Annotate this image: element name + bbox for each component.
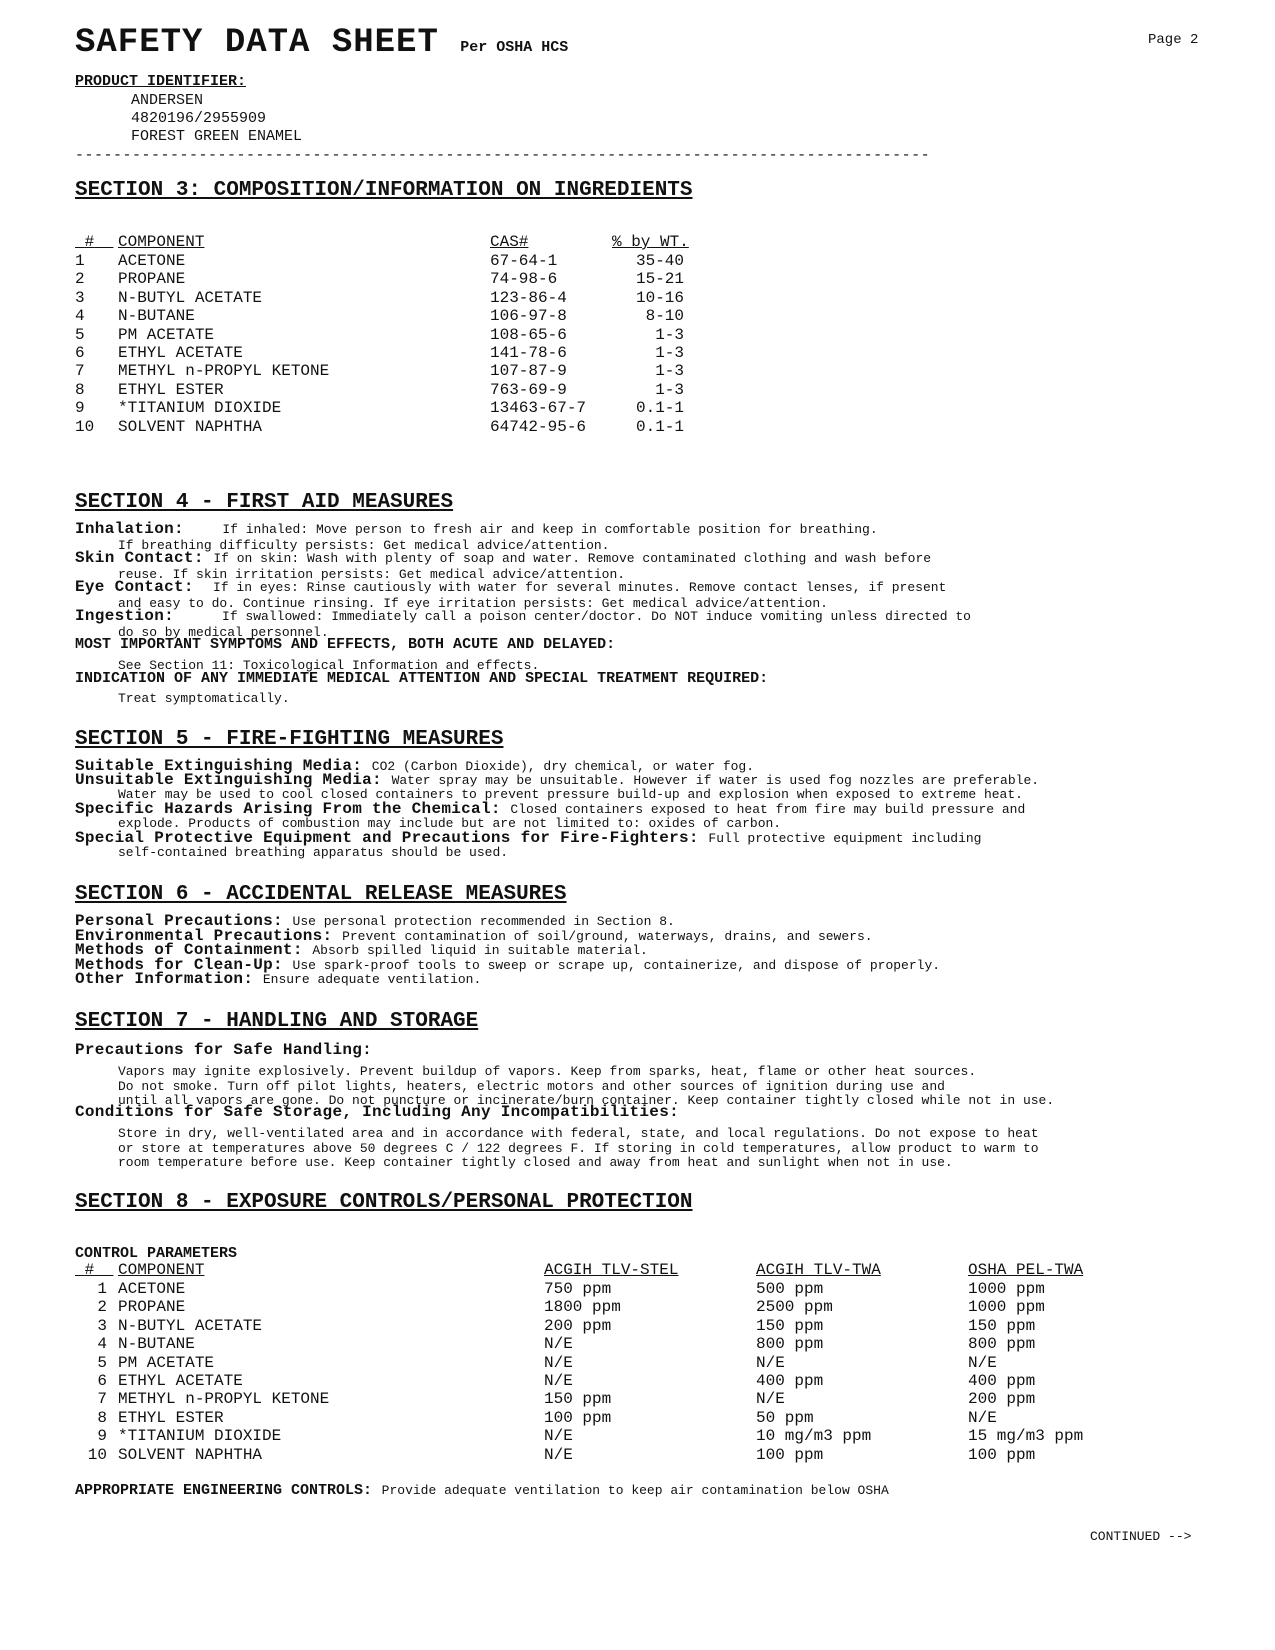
exposure-row-stel: 750 ppm	[544, 1280, 612, 1298]
exposure-row-twa: N/E	[756, 1353, 785, 1372]
symptoms-label: MOST IMPORTANT SYMPTOMS AND EFFECTS, BOTH ACUTE AND DELAYED:	[75, 636, 616, 653]
composition-row-weight: 10-16	[635, 288, 684, 307]
exposure-row-stel: 1800 ppm	[544, 1298, 621, 1317]
skin-label: Skin Contact:	[75, 549, 204, 567]
exposure-row-twa: 500 ppm	[756, 1280, 824, 1298]
eye-text-2: and easy to do. Continue rinsing. If eye irritation persists: Get medical advice/attention.	[118, 596, 828, 611]
header-divider: ------------------------------------------------------------------------------------------	[75, 147, 931, 164]
safe-storage-text-3: room temperature before use. Keep container tightly closed and away from heat and sunlight when not in use.	[118, 1155, 953, 1170]
safe-handling-text-1: Vapors may ignite explosively. Prevent buildup of vapors. Keep from sparks, heat, flame or other heat sources.	[118, 1064, 977, 1079]
exposure-row-component: SOLVENT NAPHTHA	[118, 1445, 263, 1464]
exposure-row-component: N-BUTANE	[118, 1335, 195, 1354]
composition-row-cas: 108-65-6	[490, 325, 567, 344]
exposure-row-component: ETHYL ESTER	[118, 1408, 224, 1427]
containment-text: Absorb spilled liquid in suitable material.	[312, 943, 648, 958]
composition-row-cas: 74-98-6	[490, 270, 558, 289]
composition-row-number: 4	[75, 307, 85, 326]
exposure-row-component: N-BUTYL ACETATE	[118, 1316, 263, 1335]
protective-equipment-text-1: Full protective equipment including	[708, 831, 982, 846]
col-header-num: #	[84, 233, 95, 251]
exposure-row-number: 5	[97, 1353, 107, 1372]
specific-hazards-label: Specific Hazards Arising From the Chemical:	[75, 800, 501, 818]
exposure-row-twa: N/E	[756, 1390, 785, 1409]
suitable-media-label: Suitable Extinguishing Media:	[75, 757, 363, 775]
composition-row-number: 3	[75, 288, 85, 307]
section-5-title: SECTION 5 - FIRE-FIGHTING MEASURES	[75, 728, 504, 751]
composition-row-weight: 1-3	[655, 325, 684, 344]
protective-equipment-label: Special Protective Equipment and Precautions for Fire-Fighters:	[75, 829, 699, 847]
exp-col-header-component: COMPONENT	[118, 1261, 205, 1279]
ingestion-entry	[75, 607, 971, 625]
exposure-row-component: PROPANE	[118, 1298, 186, 1317]
eye-entry	[75, 578, 946, 596]
exposure-row-twa: 50 ppm	[756, 1408, 814, 1427]
safe-handling-text-3: until all vapors are gone. Do not puncture or incinerate/burn container. Keep container tightly closed while not in use.	[118, 1093, 1055, 1108]
section-6-title: SECTION 6 - ACCIDENTAL RELEASE MEASURES	[75, 883, 567, 906]
composition-row-weight: 8-10	[645, 307, 684, 326]
section-8-title: SECTION 8 - EXPOSURE CONTROLS/PERSONAL PROTECTION	[75, 1191, 693, 1214]
page-number: Page 2	[1148, 32, 1199, 48]
skin-entry	[75, 549, 931, 567]
composition-row-component: METHYL n-PROPYL KETONE	[118, 362, 330, 381]
composition-row-component: *TITANIUM DIOXIDE	[118, 399, 282, 418]
section-4-title: SECTION 4 - FIRST AID MEASURES	[75, 491, 454, 514]
product-line-brand: ANDERSEN	[131, 92, 204, 109]
composition-row-component: ACETONE	[118, 252, 186, 270]
eye-text-1: If in eyes: Rinse cautiously with water for several minutes. Remove contact lenses, if present	[213, 580, 947, 595]
environmental-precautions-text: Prevent contamination of soil/ground, waterways, drains, and sewers.	[342, 929, 873, 944]
specific-hazards-text-1: Closed containers exposed to heat from fire may build pressure and	[510, 802, 1026, 817]
exposure-row-number: 2	[97, 1298, 107, 1317]
composition-row-cas: 13463-67-7	[490, 399, 587, 418]
other-information-entry	[75, 970, 481, 988]
exposure-row-number: 3	[97, 1316, 107, 1335]
exposure-row-number: 1	[97, 1280, 107, 1298]
composition-row-component: PROPANE	[118, 270, 186, 289]
exposure-row-number: 4	[97, 1335, 107, 1354]
cleanup-text: Use spark-proof tools to sweep or scrape up, containerize, and dispose of properly.	[292, 958, 941, 973]
product-line-code: 4820196/2955909	[131, 110, 267, 127]
exp-col-header-stel: ACGIH TLV-STEL	[544, 1261, 679, 1279]
environmental-precautions-label: Environmental Precautions:	[75, 927, 333, 945]
composition-row-number: 8	[75, 380, 85, 399]
composition-row-weight: 1-3	[655, 344, 684, 362]
inhalation-label: Inhalation:	[75, 520, 184, 538]
other-information-label: Other Information:	[75, 970, 254, 988]
composition-row-component: N-BUTYL ACETATE	[118, 288, 263, 307]
exposure-row-pel: 200 ppm	[968, 1390, 1036, 1409]
exposure-row-component: ETHYL ACETATE	[118, 1372, 243, 1390]
indication-label: INDICATION OF ANY IMMEDIATE MEDICAL ATTENTION AND SPECIAL TREATMENT REQUIRED:	[75, 670, 769, 687]
title-text: SAFETY DATA SHEET	[75, 24, 439, 62]
composition-row-number: 5	[75, 325, 85, 344]
exposure-row-component: METHYL n-PROPYL KETONE	[118, 1390, 330, 1409]
exposure-row-stel: 100 ppm	[544, 1408, 612, 1427]
safe-storage-label: Conditions for Safe Storage, Including Any Incompatibilities:	[75, 1103, 679, 1121]
exposure-row-number: 10	[87, 1445, 107, 1464]
document-title	[75, 24, 568, 62]
exposure-row-stel: N/E	[544, 1353, 573, 1372]
section-7-title: SECTION 7 - HANDLING AND STORAGE	[75, 1010, 479, 1033]
exposure-row-pel: 15 mg/m3 ppm	[968, 1427, 1084, 1446]
engineering-controls-entry	[75, 1481, 889, 1499]
composition-row-weight: 1-3	[655, 380, 684, 399]
exposure-row-number: 8	[97, 1408, 107, 1427]
exposure-row-twa: 150 ppm	[756, 1316, 824, 1335]
col-header-component: COMPONENT	[118, 233, 205, 251]
composition-row-component: ETHYL ESTER	[118, 380, 224, 399]
composition-row-weight: 1-3	[655, 362, 684, 381]
composition-row-weight: 0.1-1	[635, 417, 684, 436]
ingestion-text-1: If swallowed: Immediately call a poison center/doctor. Do NOT induce vomiting unless directed to	[222, 609, 971, 624]
exposure-row-pel: 1000 ppm	[968, 1280, 1045, 1298]
inhalation-text-1: If inhaled: Move person to fresh air and keep in comfortable position for breathing.	[222, 522, 878, 537]
composition-row-number: 6	[75, 344, 85, 362]
composition-row-cas: 123-86-4	[490, 288, 567, 307]
exposure-row-pel: N/E	[968, 1353, 997, 1372]
exposure-row-component: PM ACETATE	[118, 1353, 215, 1372]
exposure-row-pel: 1000 ppm	[968, 1298, 1045, 1317]
exposure-row-stel: N/E	[544, 1335, 573, 1354]
exposure-row-stel: N/E	[544, 1427, 573, 1446]
exposure-row-stel: N/E	[544, 1372, 573, 1390]
unsuitable-media-text-1: Water spray may be unsuitable. However if water is used fog nozzles are preferable.	[391, 773, 1040, 788]
exp-col-header-num: #	[84, 1261, 95, 1279]
col-header-wt: % by WT.	[612, 233, 689, 251]
exposure-row-component: ACETONE	[118, 1280, 186, 1298]
skin-text-1: If on skin: Wash with plenty of soap and water. Remove contaminated clothing and wash before	[213, 551, 932, 566]
composition-row-number: 7	[75, 362, 85, 381]
engineering-controls-text: Provide adequate ventilation to keep air contamination below OSHA	[381, 1483, 889, 1498]
continued-marker: CONTINUED -->	[1090, 1529, 1192, 1544]
exposure-row-pel: N/E	[968, 1408, 997, 1427]
composition-row-cas: 64742-95-6	[490, 417, 587, 436]
title-suffix: Per OSHA HCS	[460, 39, 569, 56]
exp-col-header-pel: OSHA PEL-TWA	[968, 1261, 1084, 1279]
section-3-title: SECTION 3: COMPOSITION/INFORMATION ON INGREDIENTS	[75, 179, 693, 202]
other-information-text: Ensure adequate ventilation.	[262, 972, 482, 987]
composition-row-number: 2	[75, 270, 85, 289]
exposure-row-pel: 800 ppm	[968, 1335, 1036, 1354]
composition-row-weight: 0.1-1	[635, 399, 684, 418]
exposure-row-pel: 100 ppm	[968, 1445, 1036, 1464]
inhalation-entry	[75, 520, 878, 538]
eye-label: Eye Contact:	[75, 578, 194, 596]
exposure-row-stel: 200 ppm	[544, 1316, 612, 1335]
suitable-media-text: CO2 (Carbon Dioxide), dry chemical, or water fog.	[371, 759, 755, 774]
composition-row-number: 9	[75, 399, 85, 418]
exp-col-header-twa: ACGIH TLV-TWA	[756, 1261, 881, 1279]
composition-row-weight: 35-40	[635, 252, 684, 270]
specific-hazards-text-2: explode. Products of combustion may include but are not limited to: oxides of carbon.	[118, 816, 782, 831]
safe-handling-text-2: Do not smoke. Turn off pilot lights, heaters, electric motors and other sources of ignition during use and	[118, 1079, 945, 1094]
ingestion-label: Ingestion:	[75, 607, 175, 625]
exposure-row-component: *TITANIUM DIOXIDE	[118, 1427, 282, 1446]
composition-row-cas: 67-64-1	[490, 252, 558, 270]
unsuitable-media-label: Unsuitable Extinguishing Media:	[75, 771, 382, 789]
composition-row-cas: 141-78-6	[490, 344, 567, 362]
ingestion-text-2: do so by medical personnel.	[118, 625, 329, 640]
composition-row-number: 1	[75, 252, 85, 270]
composition-row-weight: 15-21	[635, 270, 684, 289]
inhalation-text-2: If breathing difficulty persists: Get medical advice/attention.	[118, 538, 610, 553]
product-line-name: FOREST GREEN ENAMEL	[131, 128, 303, 145]
skin-text-2: reuse. If skin irritation persists: Get medical advice/attention.	[118, 567, 626, 582]
symptoms-text: See Section 11: Toxicological Information and effects.	[118, 658, 540, 673]
containment-label: Methods of Containment:	[75, 941, 303, 959]
exposure-row-twa: 10 mg/m3 ppm	[756, 1427, 872, 1446]
safe-handling-label: Precautions for Safe Handling:	[75, 1041, 373, 1059]
composition-row-cas: 763-69-9	[490, 380, 567, 399]
exposure-row-twa: 100 ppm	[756, 1445, 824, 1464]
composition-row-number: 10	[75, 417, 95, 436]
composition-row-component: SOLVENT NAPHTHA	[118, 417, 263, 436]
safe-storage-text-2: or store at temperatures above 50 degrees C / 122 degrees F. If storing in cold temperatures, allow product to warm to	[118, 1141, 1039, 1156]
composition-row-component: N-BUTANE	[118, 307, 195, 326]
col-header-cas: CAS#	[490, 233, 529, 251]
exposure-row-number: 6	[97, 1372, 107, 1390]
exposure-row-twa: 400 ppm	[756, 1372, 824, 1390]
protective-equipment-text-2: self-contained breathing apparatus should be used.	[118, 845, 509, 860]
exposure-row-stel: 150 ppm	[544, 1390, 612, 1409]
control-parameters-label: CONTROL PARAMETERS	[75, 1245, 238, 1262]
engineering-controls-label: APPROPRIATE ENGINEERING CONTROLS:	[75, 1482, 373, 1499]
exposure-row-number: 9	[97, 1427, 107, 1446]
composition-row-cas: 106-97-8	[490, 307, 567, 326]
exposure-row-twa: 2500 ppm	[756, 1298, 833, 1317]
product-identifier-label: PRODUCT IDENTIFIER:	[75, 73, 247, 90]
exposure-row-stel: N/E	[544, 1445, 573, 1464]
exposure-row-pel: 400 ppm	[968, 1372, 1036, 1390]
personal-precautions-label: Personal Precautions:	[75, 912, 283, 930]
unsuitable-media-text-2: Water may be used to cool closed containers to prevent pressure build-up and explosion when exposed to extreme heat.	[118, 787, 1023, 802]
safe-storage-text-1: Store in dry, well-ventilated area and in accordance with federal, state, and local regulations. Do not expose to heat	[118, 1126, 1039, 1141]
cleanup-label: Methods for Clean-Up:	[75, 956, 283, 974]
composition-row-component: PM ACETATE	[118, 325, 215, 344]
indication-text: Treat symptomatically.	[118, 691, 290, 706]
exposure-row-number: 7	[97, 1390, 107, 1409]
exposure-row-pel: 150 ppm	[968, 1316, 1036, 1335]
composition-row-component: ETHYL ACETATE	[118, 344, 243, 362]
composition-row-cas: 107-87-9	[490, 362, 567, 381]
personal-precautions-text: Use personal protection recommended in Section 8.	[292, 914, 675, 929]
exposure-row-twa: 800 ppm	[756, 1335, 824, 1354]
